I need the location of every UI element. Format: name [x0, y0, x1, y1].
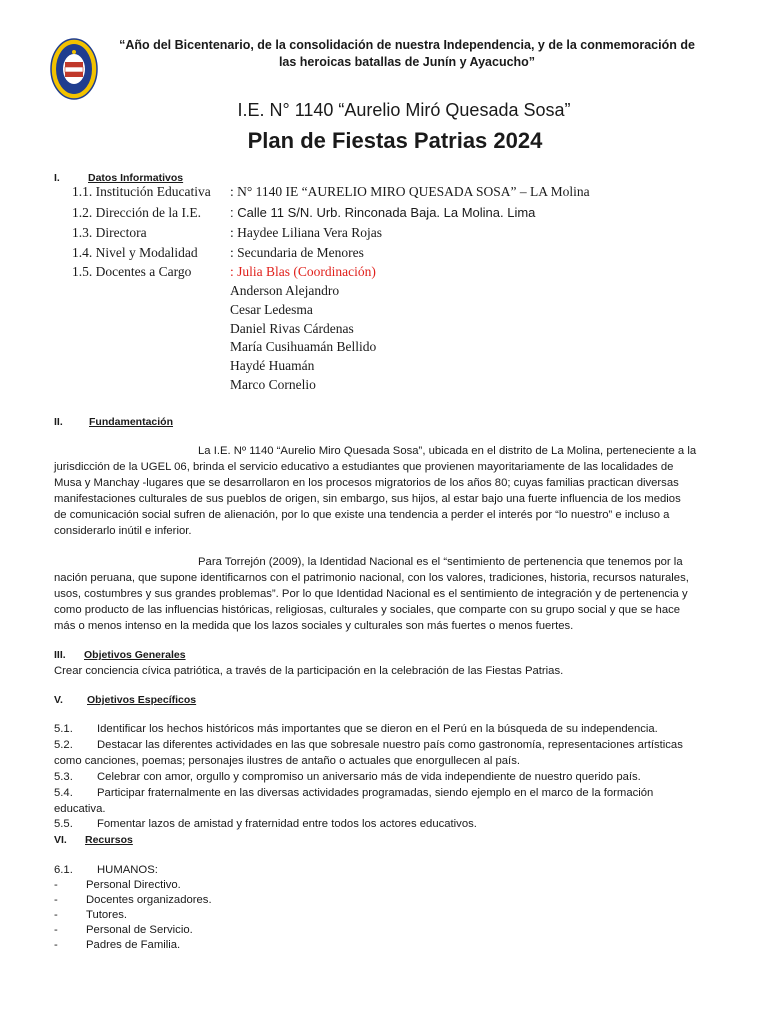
- datos-value: : Calle 11 S/N. Urb. Rinconada Baja. La Molina. Lima: [230, 205, 536, 220]
- section-number: III.: [54, 649, 66, 661]
- teacher-name: Marco Cornelio: [230, 377, 316, 392]
- objective-number: 5.2.: [54, 739, 73, 751]
- teacher-name: Cesar Ledesma: [230, 302, 313, 317]
- teacher-name: María Cusihuamán Bellido: [230, 339, 377, 354]
- objective-text: Destacar las diferentes actividades en las que sobresale nuestro país como gastronomía, representaciones artísticas: [97, 739, 683, 751]
- datos-row: [72, 245, 732, 264]
- datos-value: : Haydee Liliana Vera Rojas: [230, 225, 382, 240]
- resource-item: - Docentes organizadores.: [54, 894, 212, 906]
- resource-item: - Padres de Familia.: [54, 939, 181, 951]
- section-number: I.: [54, 172, 60, 184]
- page-title: Plan de Fiestas Patrias 2024: [247, 128, 543, 153]
- section-title: Datos Informativos: [88, 172, 184, 184]
- datos-key: 1.3. Directora: [72, 225, 147, 240]
- paragraph-line: más o menos intenso en la medida que los lazos sociales y culturales son más fuertes o menos fuertes.: [54, 620, 574, 632]
- section-title: Fundamentación: [89, 416, 174, 428]
- objective-item: [54, 785, 716, 817]
- section-number: V.: [54, 694, 63, 706]
- section-number: II.: [54, 416, 63, 428]
- datos-key: 1.1. Institución Educativa: [72, 184, 211, 199]
- datos-row: [72, 205, 732, 224]
- objective-number: 5.1.: [54, 723, 73, 735]
- objective-number: 5.5.: [54, 818, 73, 830]
- objective-text: como canciones, poemas; personajes ilustres de antaño o actuales que enorgullecen al país.: [54, 755, 520, 767]
- school-logo-icon: [50, 38, 98, 100]
- paragraph-line: Musa y Manchay -lugares que se desarrollaron en los procesos migratorios de los años 80; cuyas familias practican diversas: [54, 477, 679, 489]
- objective-text: Fomentar lazos de amistad y fraternidad entre todos los actores educativos.: [97, 818, 477, 830]
- resource-item: - Personal de Servicio.: [54, 924, 193, 936]
- objective-text: Participar fraternalmente en las diversas actividades programadas, siendo ejemplo en el marco de la formación: [97, 787, 654, 799]
- paragraph-line: jurisdicción de la UGEL 06, brinda el servicio educativo a estudiantes que provienen mayoritariamente de las localidades de: [54, 461, 674, 473]
- datos-key: 1.2. Dirección de la I.E.: [72, 205, 201, 220]
- teacher-name: Haydé Huamán: [230, 358, 315, 373]
- recursos-subheading: [54, 862, 716, 878]
- datos-value: : Secundaria de Menores: [230, 245, 364, 260]
- paragraph-line: usos, costumbres y sus grandes problemas”. Por lo que Identidad Nacional es el sentimiento de integración y de pertenencia y: [54, 588, 688, 600]
- objective-item: [54, 737, 716, 769]
- paragraph-line: manifestaciones culturales de sus pueblos de origen, sin embargo, sus hijos, al estar bajo una fuerte influencia de los medios: [54, 493, 681, 505]
- fundamentacion-paragraph-2: [54, 554, 716, 634]
- school-name: I.E. N° 1140 “Aurelio Miró Quesada Sosa”: [237, 100, 571, 120]
- resource-item: - Personal Directivo.: [54, 879, 181, 891]
- objective-item: [54, 721, 716, 737]
- teacher-name: Daniel Rivas Cárdenas: [230, 321, 354, 336]
- objective-text: educativa.: [54, 803, 106, 815]
- objective-item: [54, 769, 716, 785]
- fundamentacion-paragraph-1: [54, 443, 716, 539]
- objective-number: 5.3.: [54, 771, 73, 783]
- datos-row: [72, 225, 732, 244]
- generales-text: Crear conciencia cívica patriótica, a través de la participación en la celebración de las Fiestas Patrias.: [54, 665, 564, 677]
- paragraph-line: de comunicación social sufren de alienación, por lo que existe una tendencia a perder el interés por “lo nuestro” e incluso a: [54, 509, 670, 521]
- header-motto: “Año del Bicentenario, de la consolidación de nuestra Independencia, y de la conmemoración de las heroicas batallas de Junín y Ayacucho”: [119, 38, 695, 69]
- objective-text: Identificar los hechos históricos más importantes que se dieron en el Perú en la búsqueda de su independencia.: [97, 723, 658, 735]
- datos-key: 1.5. Docentes a Cargo: [72, 264, 192, 279]
- datos-value: : N° 1140 IE “AURELIO MIRO QUESADA SOSA” – LA Molina: [230, 184, 590, 199]
- paragraph-line: La I.E. Nº 1140 “Aurelio Miro Quesada Sosa”, ubicada en el distrito de La Molina, perteneciente a la: [198, 445, 697, 457]
- paragraph-line: considerarlo inútil e inferior.: [54, 525, 192, 537]
- datos-row: [72, 264, 732, 283]
- datos-key: 1.4. Nivel y Modalidad: [72, 245, 198, 260]
- subsection-number: 6.1.: [54, 864, 73, 876]
- section-title: Recursos: [85, 834, 133, 846]
- section-number: VI.: [54, 834, 67, 846]
- datos-row: [72, 184, 732, 203]
- objective-text: Celebrar con amor, orgullo y compromiso un aniversario más de vida independiente de nuestro querido país.: [97, 771, 641, 783]
- paragraph-line: Para Torrejón (2009), la Identidad Nacional es el “sentimiento de pertenencia que tenemos por la: [198, 556, 683, 568]
- datos-value-coordinator: : Julia Blas (Coordinación): [230, 264, 376, 279]
- paragraph-line: como producto de las influencias históricas, religiosas, culturales y sociales, que comparte con su grupo social y que se hace: [54, 604, 681, 616]
- resource-item: - Tutores.: [54, 909, 128, 921]
- subsection-title: HUMANOS:: [97, 864, 158, 876]
- section-title: Objetivos Específicos: [87, 694, 197, 706]
- teacher-name: Anderson Alejandro: [230, 283, 340, 298]
- objective-number: 5.4.: [54, 787, 73, 799]
- section-title: Objetivos Generales: [84, 649, 186, 661]
- paragraph-line: nación peruana, que supone identificarnos con el patrimonio nacional, con los valores, tradiciones, historia, recursos naturales,: [54, 572, 689, 584]
- objective-item: [54, 816, 716, 832]
